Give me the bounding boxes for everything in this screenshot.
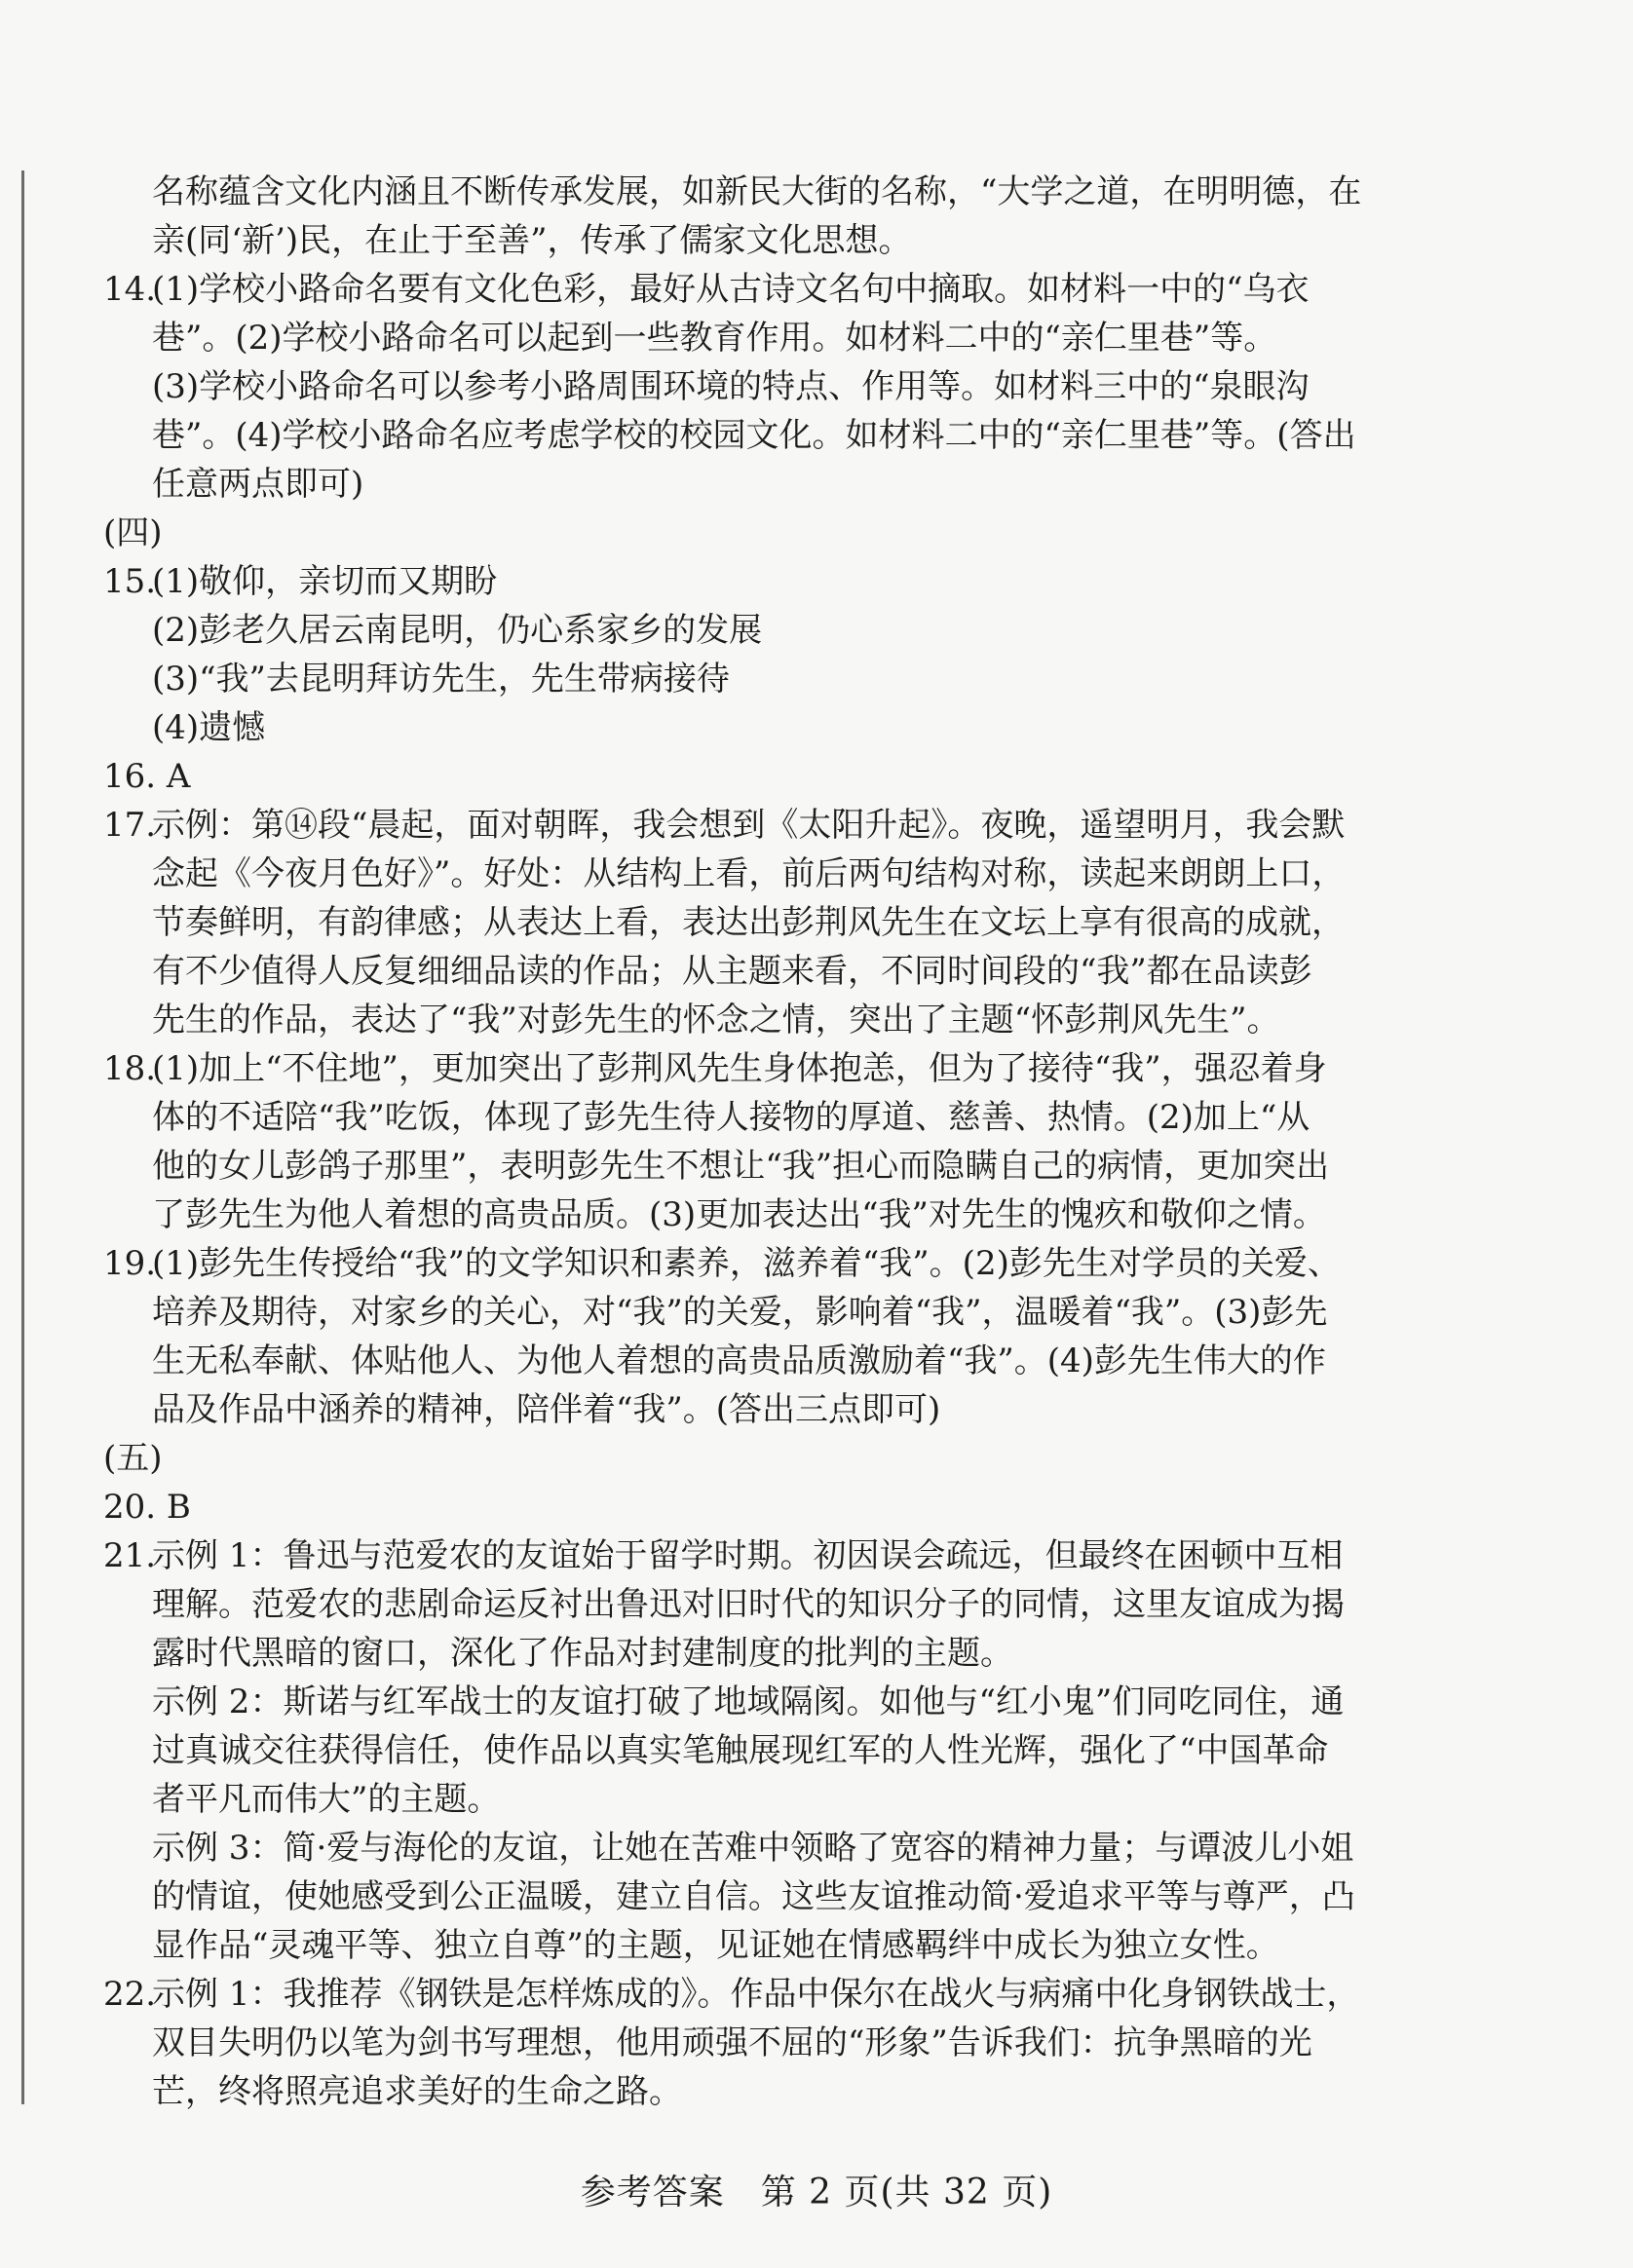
text-line: (4)遗憾 xyxy=(152,708,266,747)
text-line: (1)彭先生传授给“我”的文学知识和素养，滋养着“我”。(2)彭先生对学员的关爱、 xyxy=(152,1244,1341,1283)
text-line: 亲(同‘新’)民，在止于至善”，传承了儒家文化思想。 xyxy=(152,221,912,260)
text-line: (1)学校小路命名要有文化色彩，最好从古诗文名句中摘取。如材料一中的“乌衣 xyxy=(152,270,1310,309)
question-number: 22. xyxy=(103,1975,157,2014)
answer-17 xyxy=(103,801,1346,1044)
page-footer: 参考答案 第 2 页(共 32 页) xyxy=(580,2173,1053,2212)
text-line: 示例 2：斯诺与红军战士的友谊打破了地域隔阂。如他与“红小鬼”们同吃同住，通 xyxy=(152,1682,1345,1721)
binding-margin-line xyxy=(21,170,24,2104)
section-heading: (四) xyxy=(103,513,163,552)
text-line: 理解。范爱农的悲剧命运反衬出鲁迅对旧时代的知识分子的同情，这里友谊成为揭 xyxy=(152,1585,1345,1624)
text-line: 双目失明仍以笔为剑书写理想，他用顽强不屈的“形象”告诉我们：抗争黑暗的光 xyxy=(152,2023,1312,2062)
answer-16: 16. A xyxy=(103,757,191,796)
text-line: 示例 3：简·爱与海伦的友谊，让她在苦难中领略了宽容的精神力量；与谭波儿小姐 xyxy=(152,1829,1354,1868)
question-number: 17. xyxy=(103,806,157,845)
answer-15 xyxy=(103,557,1331,752)
text-line: 培养及期待，对家乡的关心，对“我”的关爱，影响着“我”，温暖着“我”。(3)彭先 xyxy=(152,1293,1328,1332)
text-line: 显作品“灵魂平等、独立自尊”的主题，见证她在情感羁绊中成长为独立女性。 xyxy=(152,1926,1279,1965)
question-number: 14. xyxy=(103,270,157,309)
text-line: (1)敬仰，亲切而又期盼 xyxy=(152,562,498,601)
text-line: 露时代黑暗的窗口，深化了作品对封建制度的批判的主题。 xyxy=(152,1634,1013,1673)
text-line: 示例 1：鲁迅与范爱农的友谊始于留学时期。初因误会疏远，但最终在困顿中互相 xyxy=(152,1536,1344,1575)
text-line: 先生的作品，表达了“我”对彭先生的怀念之情，突出了主题“怀彭荆风先生”。 xyxy=(152,1001,1280,1040)
text-line: 他的女儿彭鸽子那里”，表明彭先生不想让“我”担心而隐瞒自己的病情，更加突出 xyxy=(152,1147,1330,1186)
text-line: 巷”。(2)学校小路命名可以起到一些教育作用。如材料二中的“亲仁里巷”等。 xyxy=(152,319,1277,358)
text-line: (3)学校小路命名可以参考小路周围环境的特点、作用等。如材料三中的“泉眼沟 xyxy=(152,367,1310,406)
question-number: 21. xyxy=(103,1536,157,1575)
answer-21 xyxy=(103,1531,1355,1970)
text-line: 巷”。(4)学校小路命名应考虑学校的校园文化。如材料二中的“亲仁里巷”等。(答出 xyxy=(152,416,1356,455)
answer-20: 20. B xyxy=(103,1488,191,1527)
question-number: 15. xyxy=(103,562,157,601)
text-line: 过真诚交往获得信任，使作品以真实笔触展现红军的人性光辉，强化了“中国革命 xyxy=(152,1731,1329,1770)
text-line: 了彭先生为他人着想的高贵品质。(3)更加表达出“我”对先生的愧疚和敬仰之情。 xyxy=(152,1195,1326,1234)
continuation-block xyxy=(103,168,1362,265)
answer-18 xyxy=(103,1044,1331,1239)
text-line: 生无私奉献、体贴他人、为他人着想的高贵品质激励着“我”。(4)彭先生伟大的作 xyxy=(152,1342,1326,1380)
text-line: 示例 1：我推荐《钢铁是怎样炼成的》。作品中保尔在战火与病痛中化身钢铁战士， xyxy=(152,1975,1360,2014)
text-line: (3)“我”去昆明拜访先生，先生带病接待 xyxy=(152,660,730,699)
text-line: 任意两点即可) xyxy=(152,465,364,504)
question-number: 19. xyxy=(103,1244,157,1283)
text-line: 的情谊，使她感受到公正温暖，建立自信。这些友谊推动简·爱追求平等与尊严，凸 xyxy=(152,1877,1355,1916)
text-line: 芒，终将照亮追求美好的生命之路。 xyxy=(152,2072,682,2111)
answer-19 xyxy=(103,1239,1341,1434)
text-line: 节奏鲜明，有韵律感；从表达上看，表达出彭荆风先生在文坛上享有很高的成就， xyxy=(152,903,1345,942)
text-line: 者平凡而伟大”的主题。 xyxy=(152,1780,501,1819)
text-line: 体的不适陪“我”吃饭，体现了彭先生待人接物的厚道、慈善、热情。(2)加上“从 xyxy=(152,1098,1310,1137)
text-line: (2)彭老久居云南昆明，仍心系家乡的发展 xyxy=(152,611,763,650)
text-line: (1)加上“不住地”，更加突出了彭荆风先生身体抱恙，但为了接待“我”，强忍着身 xyxy=(152,1049,1327,1088)
section-heading: (五) xyxy=(103,1439,163,1478)
text-line: 念起《今夜月色好》”。好处：从结构上看，前后两句结构对称，读起来朗朗上口， xyxy=(152,854,1346,893)
text-line: 品及作品中涵养的精神，陪伴着“我”。(答出三点即可) xyxy=(152,1390,941,1429)
answer-content xyxy=(103,168,1362,2116)
text-line: 名称蕴含文化内涵且不断传承发展，如新民大街的名称，“大学之道，在明明德，在 xyxy=(152,172,1362,211)
text-line: 示例：第⑭段“晨起，面对朝晖，我会想到《太阳升起》。夜晚，遥望明月，我会默 xyxy=(152,806,1346,845)
question-number: 18. xyxy=(103,1049,157,1088)
answer-14 xyxy=(103,265,1356,509)
answer-22 xyxy=(103,1970,1360,2116)
text-line: 有不少值得人反复细细品读的作品；从主题来看，不同时间段的“我”都在品读彭 xyxy=(152,952,1312,991)
